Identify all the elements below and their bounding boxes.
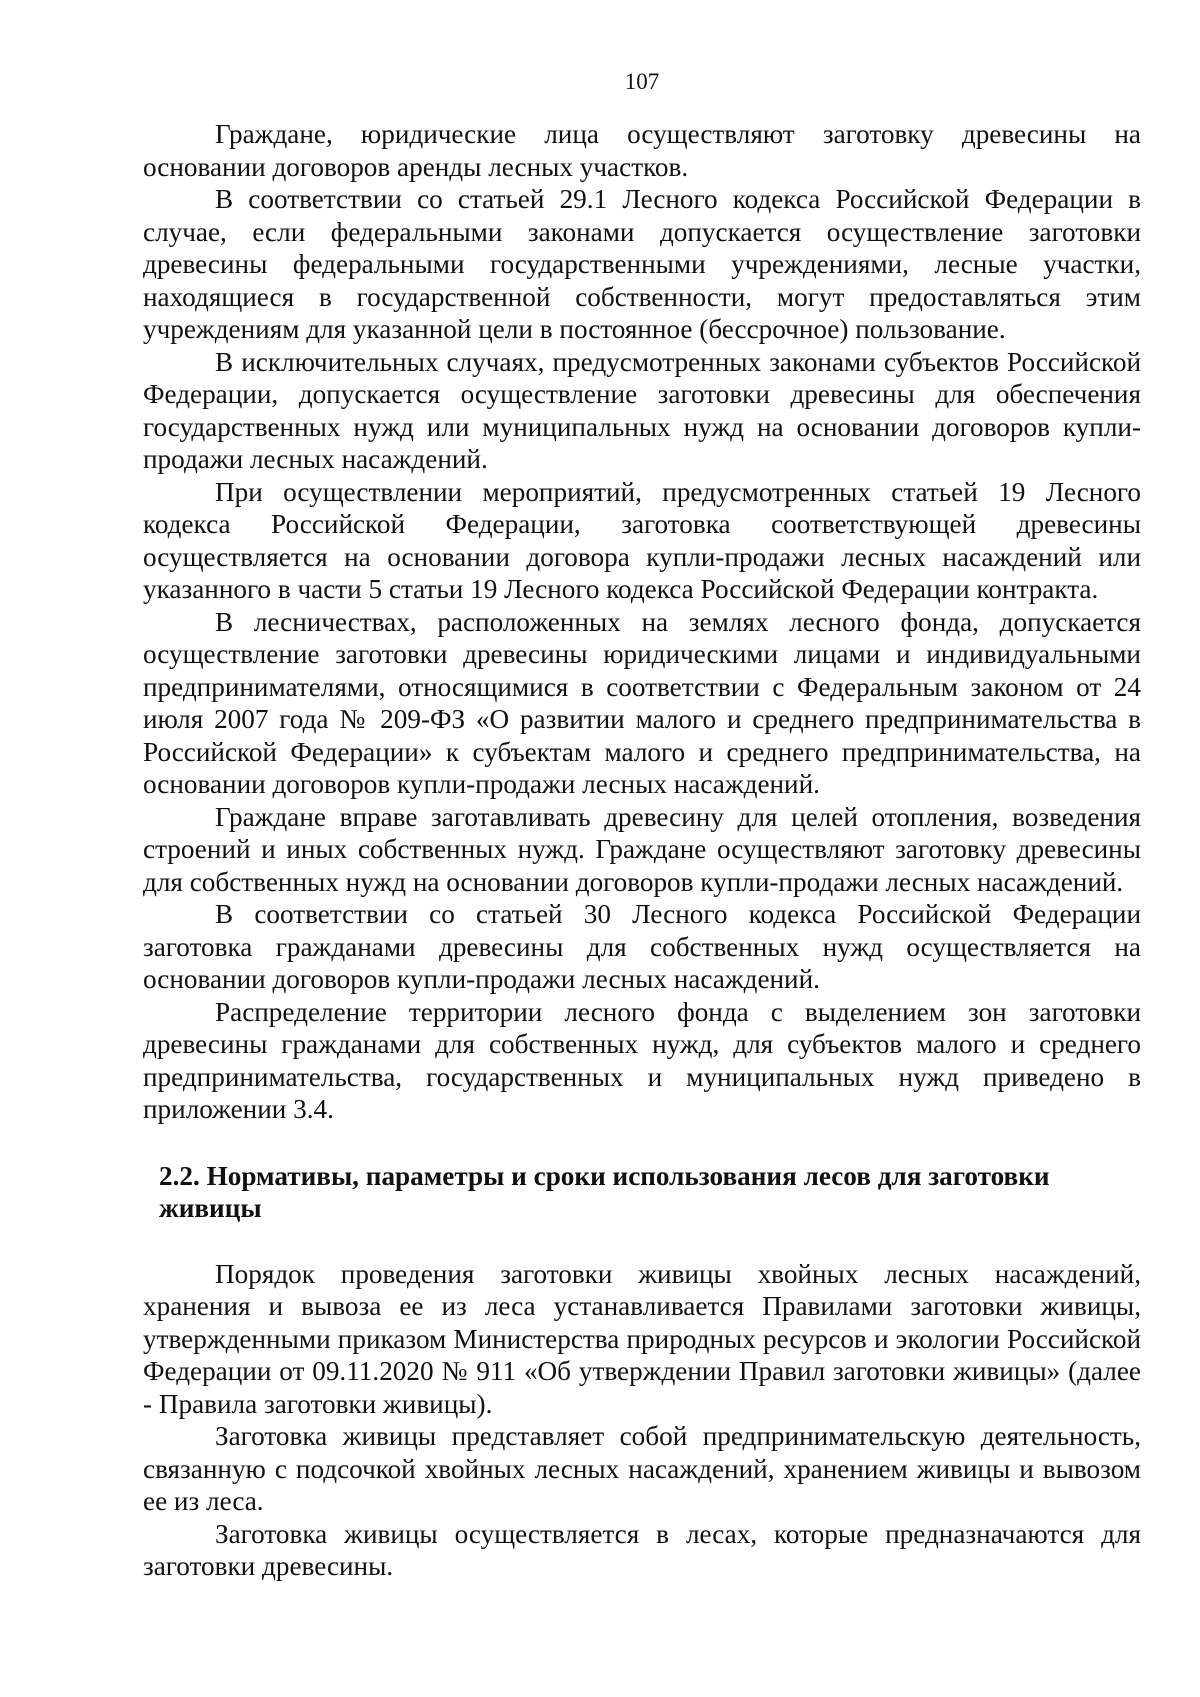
paragraph: Заготовка живицы представляет собой предпринимательскую деятельность, связанную с подсочкой хвойных лесных насаждений, хранением живицы и вывозом ее из леса. <box>143 1421 1141 1516</box>
page-number: 107 <box>624 69 660 94</box>
paragraph: Граждане, юридические лица осуществляют заготовку древесины на основании договоров аренды лесных участков. <box>143 119 1141 182</box>
document-body <box>143 118 1141 1583</box>
paragraph: Порядок проведения заготовки живицы хвойных лесных насаждений, хранения и вывоза ее из леса устанавливается Правилами заготовки живицы, утвержденными приказом Министерства природных ресурсов и экологии Российской Федерации от 09.11.2020 № 911 «Об утверждении Правил заготовки живицы» (далее - Правила заготовки живицы). <box>143 1258 1141 1419</box>
section-heading: 2.2. Нормативы, параметры и сроки использования лесов для заготовки живицы <box>159 1160 1050 1223</box>
paragraph: В исключительных случаях, предусмотренных законами субъектов Российской Федерации, допускается осуществление заготовки древесины для обеспечения государственных нужд или муниципальных нужд на основании договоров купли-продажи лесных насаждений. <box>143 346 1141 474</box>
paragraph: Заготовка живицы осуществляется в лесах, которые предназначаются для заготовки древесины. <box>143 1518 1141 1581</box>
paragraph: В соответствии со статьей 30 Лесного кодекса Российской Федерации заготовка гражданами древесины для собственных нужд осуществляется на основании договоров купли-продажи лесных насаждений. <box>143 899 1141 994</box>
paragraph: Распределение территории лесного фонда с выделением зон заготовки древесины гражданами для собственных нужд, для субъектов малого и среднего предпринимательства, государственных и муниципальных нужд приведено в приложении 3.4. <box>143 996 1141 1124</box>
paragraph: В соответствии со статьей 29.1 Лесного кодекса Российской Федерации в случае, если федеральными законами допускается осуществление заготовки древесины федеральными государственными учреждениями, лесные участки, находящиеся в государственной собственности, могут предоставляться этим учреждениям для указанной цели в постоянное (бессрочное) пользование. <box>143 184 1141 344</box>
paragraph: Граждане вправе заготавливать древесину для целей отопления, возведения строений и иных собственных нужд. Граждане осуществляют заготовку древесины для собственных нужд на основании договоров купли-продажи лесных насаждений. <box>143 801 1141 897</box>
paragraph: В лесничествах, расположенных на землях лесного фонда, допускается осуществление заготовки древесины юридическими лицами и индивидуальными предпринимателями, относящимися в соответствии с Федеральным законом от 24 июля 2007 года № 209-ФЗ «О развитии малого и среднего предпринимательства в Российской Федерации» к субъектам малого и среднего предпринимательства, на основании договоров купли-продажи лесных насаждений. <box>143 606 1141 799</box>
paragraph: При осуществлении мероприятий, предусмотренных статьей 19 Лесного кодекса Российской Федерации, заготовка соответствующей древесины осуществляется на основании договора купли-продажи лесных насаждений или указанного в части 5 статьи 19 Лесного кодекса Российской Федерации контракта. <box>143 476 1141 604</box>
